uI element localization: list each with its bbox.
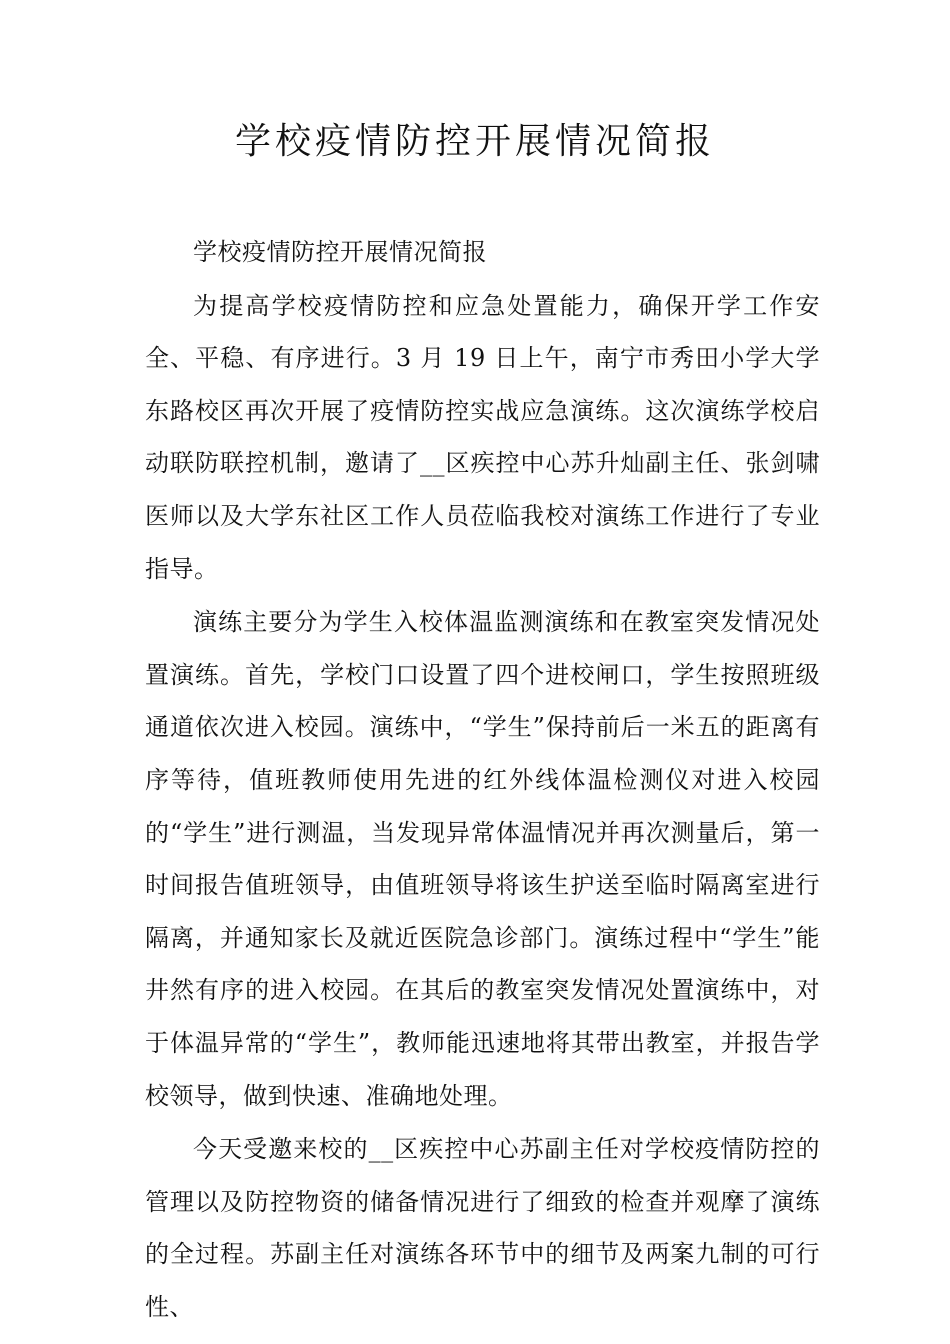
- paragraph-intro: 为提高学校疫情防控和应急处置能力，确保开学工作安全、平稳、有序进行。3 月 19 日上午，南宁市秀田小学大学东路校区再次开展了疫情防控实战应急演练。这次演练学校启动联防联控机制，邀请了__区疾控中心苏升灿副主任、张剑啸医师以及大学东社区工作人员莅临我校对演练工作进行了专业指导。: [145, 291, 820, 583]
- paragraph-drill-details: 演练主要分为学生入校体温监测演练和在教室突发情况处置演练。首先，学校门口设置了四个进校闸口，学生按照班级通道依次进入校园。演练中，“学生”保持前后一米五的距离有序等待，值班教师使用先进的红外线体温检测仪对进入校园的“学生”进行测温，当发现异常体温情况并再次测量后，第一时间报告值班领导，由值班领导将该生护送至临时隔离室进行隔离，并通知家长及就近医院急诊部门。演练过程中“学生”能井然有序的进入校园。在其后的教室突发情况处置演练中，对于体温异常的“学生”，教师能迅速地将其带出教室，并报告学校领导，做到快速、准确地处理。: [145, 608, 820, 1110]
- paragraph-subtitle: 学校疫情防控开展情况简报: [193, 238, 487, 266]
- paragraph-inspection: 今天受邀来校的__区疾控中心苏副主任对学校疫情防控的管理以及防控物资的储备情况进行了细致的检查并观摩了演练的全过程。苏副主任对演练各环节中的细节及两案九制的可行性、: [145, 1135, 820, 1321]
- document-body: [145, 226, 820, 1334]
- document-title: 学校疫情防控开展情况简报: [234, 121, 715, 162]
